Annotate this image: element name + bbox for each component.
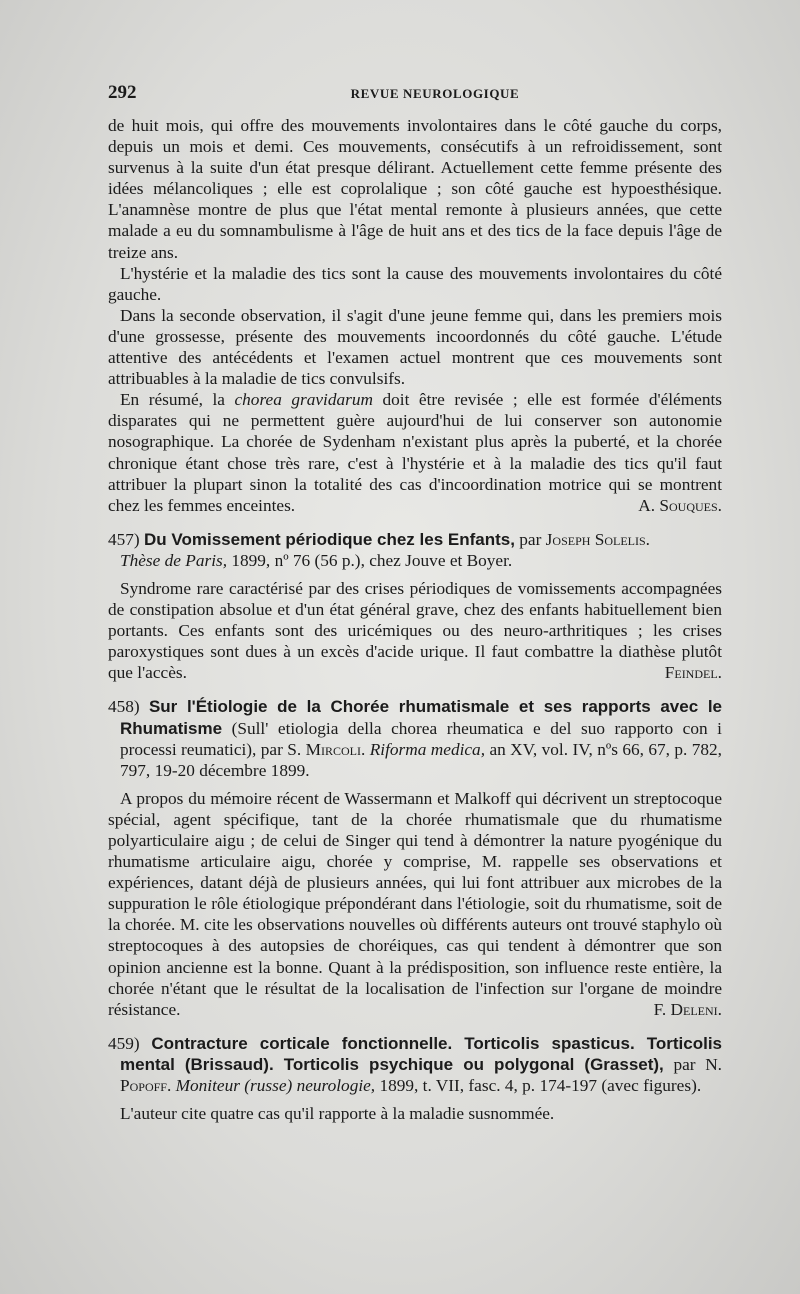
journal-title: REVUE NEUROLOGIQUE — [350, 86, 520, 101]
text-run: par — [514, 529, 546, 549]
reference-details: an XV, vol. IV, nºs 66, 67, p. 782, 797, 19-20 décembre 1899. — [120, 739, 722, 780]
paragraph: L'hystérie et la maladie des tics sont la cause des mouvements involontaires du côté gauche. — [108, 263, 722, 304]
reference-source: Moniteur (russe) neurologie, — [175, 1076, 376, 1096]
abstract-text: L'auteur cite quatre cas qu'il rapporte à la maladie susnommée. — [120, 1104, 555, 1124]
entry-number: 457) — [108, 529, 140, 549]
entry-title: Contracture corticale fonctionnelle. Torticolis spasticus. Torticolis mental (Brissaud). Torticolis psychique ou polygonal (Grasset), — [120, 1033, 723, 1074]
entry-author: Joseph Solelis. — [545, 529, 650, 549]
entry-author: Popoff. — [120, 1076, 172, 1096]
reference-details: (Sull' etiologia della chorea rheumatica e del suo rapporto con i processi reumatici), par S. — [120, 718, 722, 759]
reference-details: 1899, nº 76 (56 p.), chez Jouve et Boyer. — [227, 550, 513, 570]
entry-458 — [108, 696, 722, 1019]
entry-author: Mircoli. — [305, 739, 366, 759]
abstract — [108, 1103, 722, 1124]
reference-details: 1899, t. VII, fasc. 4, p. 174-197 (avec figures). — [375, 1076, 702, 1096]
italic-term: chorea gravidarum — [234, 390, 373, 410]
abstract — [108, 578, 722, 683]
abstract-text: A propos du mémoire récent de Wassermann et Malkoff qui décrivent un streptocoque spécial, agent spécifique, tant de la chorée rhumatismale que du rhumatisme polyarticulaire aigu ; de celui de Singer qui tend à démontrer la nature pyogénique du rhumatisme articulaire aigu, chorée y comprise, M. rappelle ses observations et expériences, datant déjà de plusieurs années, qui lui font attribuer aux microbes de la suppuration le rôle étiologique prépondérant dans l'étiologie, soit du rhumatisme, soit de la chorée. M. cite les observations nouvelles où différents auteurs ont trouvé staphylo où streptocoques à des autopsies de choréiques, cas qui tendent à démontrer que son opinion ancienne est la bonne. Quant à la prédisposition, son influence reste entière, la chorée n'étant que le résultat de la localisation de l'infection sur l'organe de moindre résistance. — [108, 788, 722, 1019]
entry-number: 459) — [108, 1033, 140, 1053]
entry-459 — [108, 1033, 722, 1124]
paragraph: Dans la seconde observation, il s'agit d'une jeune femme qui, dans les premiers mois d'une grossesse, présente des mouvements incoordonnés du côté gauche. L'étude attentive des antécédents et l'examen actuel montrent que ces mouvements sont attribuables à la maladie de tics convulsifs. — [108, 305, 722, 389]
reference-source: Riforma medica, — [369, 739, 486, 759]
entry-heading — [108, 696, 722, 780]
reference-source: Thèse de Paris, — [120, 550, 228, 570]
entry-title: Du Vomissement périodique chez les Enfants, — [144, 529, 515, 549]
entry-title: Sur l'Étiologie de la Chorée rhumatismale et ses rapports avec le Rhumatisme — [120, 697, 722, 738]
abstract-text: Syndrome rare caractérisé par des crises périodiques de vomissements accompagnées de constipation absolue et d'un état général grave, chez des enfants habituellement bien portants. Ces enfants sont des uricémiques ou des neuro-arthritiques ; les crises paroxystiques sont dues à un excès d'acide urique. Il faut combattre la diathèse plutôt que l'accès. — [108, 578, 722, 683]
reviewer-signature: A. Souques. — [638, 495, 722, 515]
text-run: par N. — [663, 1054, 722, 1074]
page-number: 292 — [108, 82, 137, 103]
paragraph — [108, 389, 722, 516]
reviewer-signature: Feindel. — [664, 663, 722, 683]
continued-abstract — [108, 115, 722, 516]
abstract — [108, 788, 722, 1020]
running-head — [108, 82, 722, 112]
paragraph: de huit mois, qui offre des mouvements involontaires dans le côté gauche du corps, depuis un mois et demi. Ces mouvements, consécutifs à un refroidissement, sont survenus à la suite d'un état presque délirant. Actuellement cette femme présente des idées mélancoliques ; elle est coprolalique ; son côté gauche est hypoesthésique. L'anamnèse montre de plus que l'état mental remonte à plusieurs années, que cette malade a eu du somnambulisme à l'âge de huit ans et des tics de la face depuis l'âge de treize ans. — [108, 116, 722, 262]
entry-457 — [108, 529, 722, 684]
text-run: En résumé, la — [120, 390, 235, 410]
text-run: doit être revisée ; elle est formée d'éléments disparates qui ne permettent guère aujourd'hui de lui conserver son autonomie nosographique. La chorée de Sydenham n'existant plus après la puberté, et la chorée chronique étant chose très rare, c'est à l'hystérie et à la maladie des tics qu'il faut attribuer la plupart sinon la totalité des cas d'incoordination motrice qui se montrent chez les femmes enceintes. — [108, 390, 722, 515]
entry-number: 458) — [108, 697, 140, 717]
reviewer-signature: F. Deleni. — [653, 999, 722, 1019]
entry-heading — [108, 1033, 722, 1096]
entry-heading — [108, 529, 722, 571]
